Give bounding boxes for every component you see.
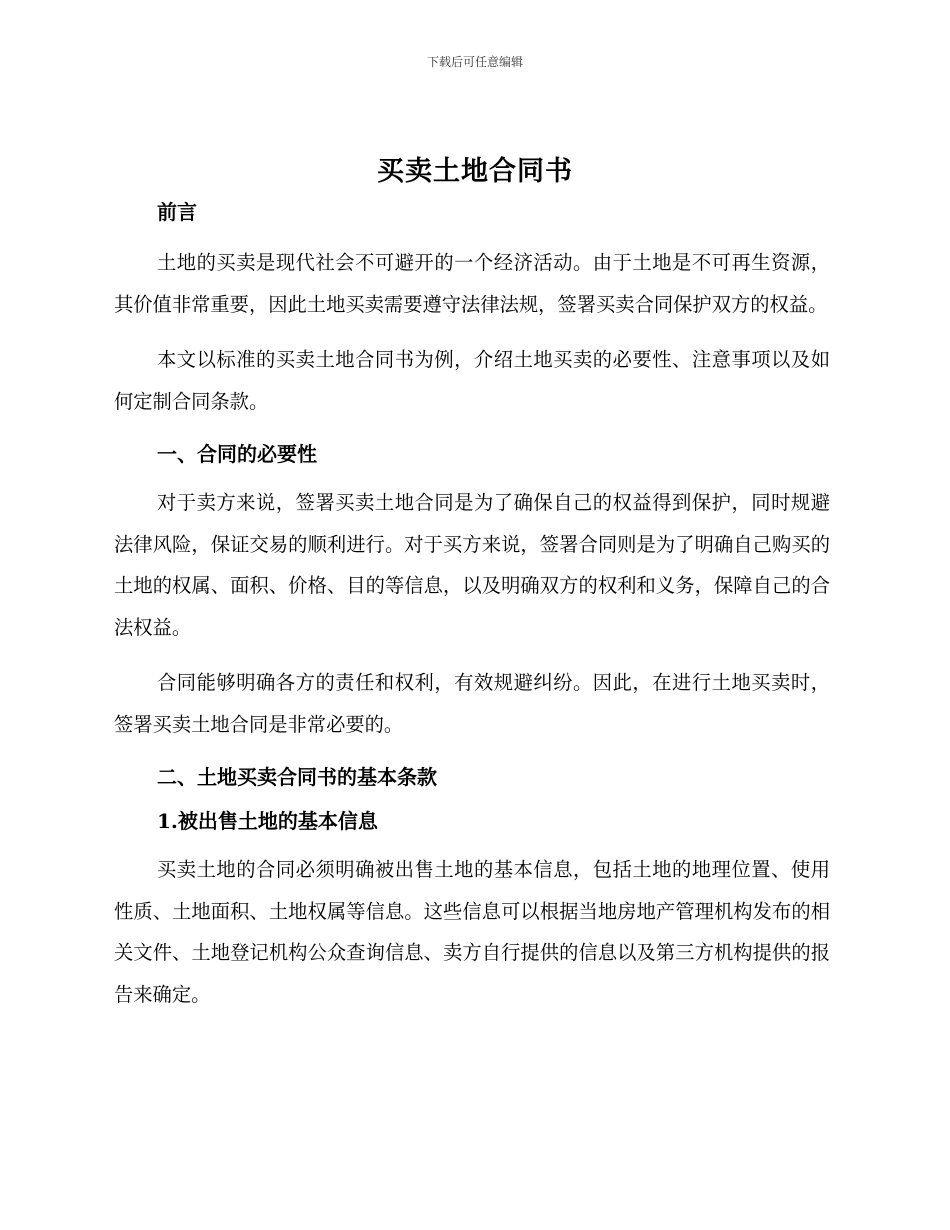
section-2-heading: 二、土地买卖合同书的基本条款: [157, 765, 437, 789]
preface-paragraph-1: 土地的买卖是现代社会不可避开的一个经济活动。由于土地是不可再生资源，其价值非常重要，因此土地买卖需要遵守法律法规，签署买卖合同保护双方的权益。: [114, 251, 830, 316]
preface-heading: 前言: [157, 200, 197, 224]
document-title: 买卖土地合同书: [377, 156, 573, 187]
document-body: [114, 193, 830, 1015]
section-2-subsection-1-paragraph: 买卖土地的合同必须明确被出售土地的基本信息，包括土地的地理位置、使用性质、土地面积、土地权属等信息。这些信息可以根据当地房地产管理机构发布的相关文件、土地登记机构公众查询信息、卖方自行提供的信息以及第三方机构提供的报告来确定。: [114, 858, 830, 1006]
preface-paragraph-2: 本文以标准的买卖土地合同书为例，介绍土地买卖的必要性、注意事项以及如何定制合同条款。: [114, 348, 830, 413]
section-1-paragraph-2: 合同能够明确各方的责任和权利，有效规避纠纷。因此，在进行土地买卖时，签署买卖土地合同是非常必要的。: [114, 671, 830, 736]
page-header-note: 下载后可任意编辑: [426, 55, 523, 69]
section-2-subheading-1: 1.被出售土地的基本信息: [157, 809, 378, 833]
section-1-heading: 一、合同的必要性: [157, 442, 317, 466]
section-1-paragraph-1: 对于卖方来说，签署买卖土地合同是为了确保自己的权益得到保护，同时规避法律风险，保证交易的顺利进行。对于买方来说，签署合同则是为了明确自己购买的土地的权属、面积、价格、目的等信息，以及明确双方的权利和义务，保障自己的合法权益。: [114, 491, 830, 639]
